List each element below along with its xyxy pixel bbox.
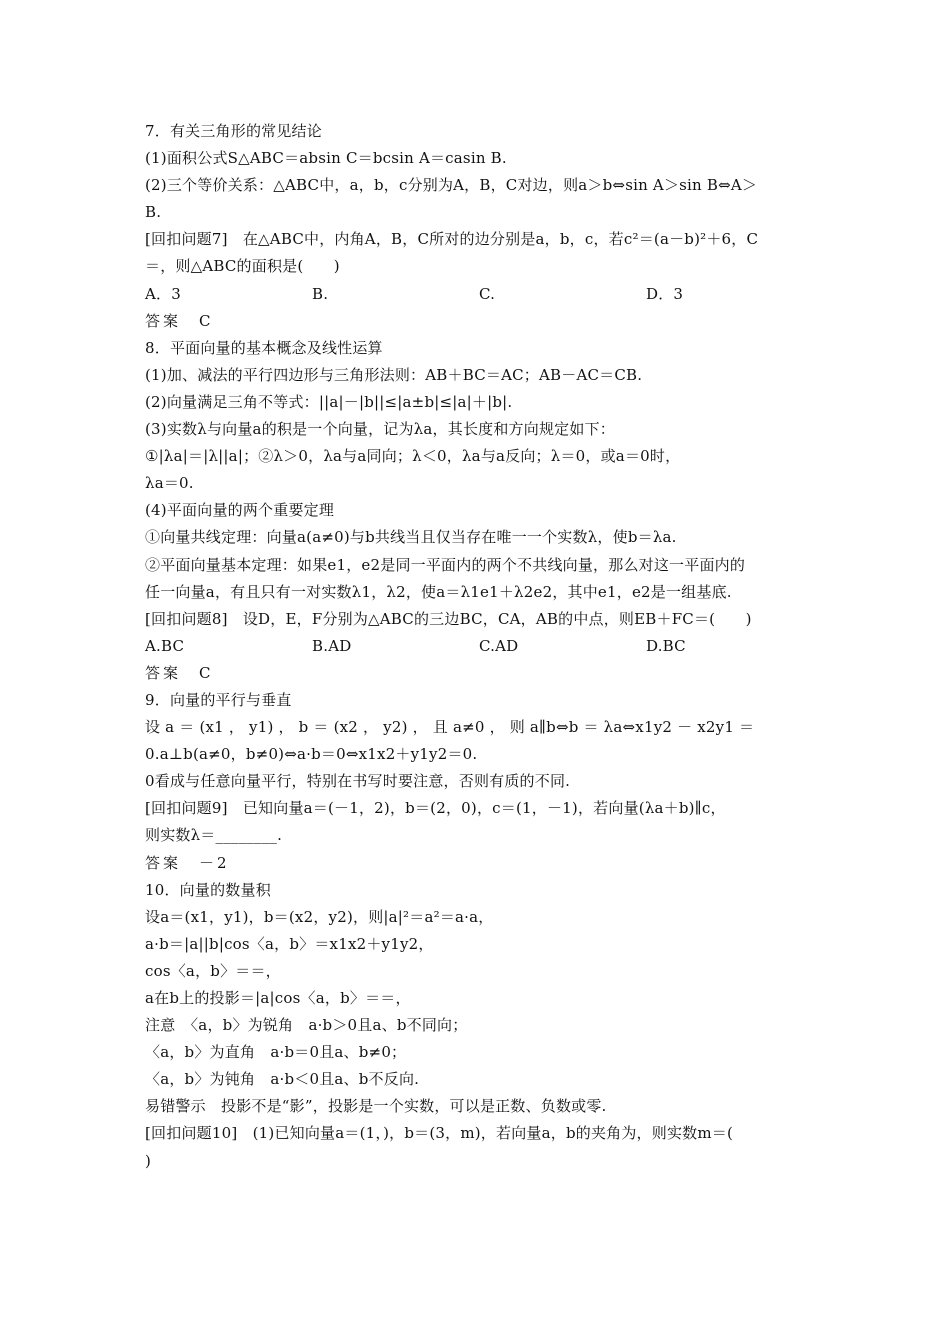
option-d: D．3	[646, 284, 684, 303]
section-heading: 7．有关三角形的常见结论	[145, 122, 322, 140]
text-line: (1)加、减法的平行四边形与三角形法则：AB＋BC＝AC；AB－AC＝CB.	[145, 365, 643, 384]
text-line: a·b＝|a||b|cos〈a，b〉＝x1x2＋y1y2，	[145, 934, 434, 953]
problem-line: [回扣问题8] 设D，E，F分别为△ABC的三边BC，CA，AB的中点，则EB＋FC＝( )	[145, 609, 752, 628]
option-c: C.	[479, 284, 496, 303]
section-heading: 10．向量的数量积	[145, 880, 271, 899]
text-line: (3)实数λ与向量a的积是一个向量，记为λa，其长度和方向规定如下：	[145, 420, 615, 439]
text-line: 0.a⊥b(a≠0，b≠0)⇔a·b＝0⇔x1x2＋y1y2＝0.	[145, 745, 478, 764]
text-line: 〈a，b〉为钝角 a·b＜0且a、b不反向.	[145, 1070, 420, 1089]
option-b: B.	[312, 284, 329, 303]
option-b: B.AD	[312, 636, 352, 655]
problem-line: )	[145, 1151, 152, 1170]
text-line: cos〈a，b〉＝＝，	[145, 961, 281, 980]
text-line: 设a＝(x1，y1)，b＝(x2，y2)，则|a|²＝a²＝a·a，	[145, 907, 494, 926]
text-line: B.	[145, 203, 162, 222]
answer-options	[145, 633, 813, 660]
text-line: 设 a ＝ (x1 ， y1) ， b ＝ (x2 ， y2) ， 且 a≠0 ， 则 a∥b⇔b ＝ λa⇔x1y2 － x2y1 ＝	[145, 718, 755, 737]
text-line: λa＝0.	[145, 474, 194, 493]
text-line: (2)向量满足三角不等式：||a|－|b||≤|a±b|≤|a|＋|b|.	[145, 392, 513, 411]
text-line: 注意 〈a，b〉为锐角 a·b＞0且a、b不同向；	[145, 1016, 468, 1035]
problem-line: [回扣问题7] 在△ABC中，内角A，B，C所对的边分别是a，b，c，若c²＝(a－b)²＋6，C	[145, 230, 759, 249]
answer-line: 答案 C	[145, 311, 214, 330]
problem-line: 则实数λ＝________.	[145, 826, 283, 845]
problem-line: [回扣问题9] 已知向量a＝(－1，2)，b＝(2，0)，c＝(1，－1)，若向量(λa＋b)∥c，	[145, 799, 726, 818]
text-line: ②平面向量基本定理：如果e1，e2是同一平面内的两个不共线向量，那么对这一平面内的	[145, 555, 746, 574]
text-line: a在b上的投影＝|a|cos〈a，b〉＝＝，	[145, 989, 411, 1007]
text-line: ①向量共线定理：向量a(a≠0)与b共线当且仅当存在唯一一个实数λ，使b＝λa.	[145, 528, 677, 547]
section-heading: 8．平面向量的基本概念及线性运算	[145, 338, 383, 357]
text-line: 0看成与任意向量平行，特别在书写时要注意，否则有质的不同.	[145, 772, 571, 791]
option-a: A.BC	[145, 636, 185, 655]
option-d: D.BC	[646, 636, 686, 655]
problem-line: ＝，则△ABC的面积是( )	[145, 257, 340, 276]
answer-line: 答案 C	[145, 663, 214, 682]
text-line: 〈a，b〉为直角 a·b＝0且a、b≠0；	[145, 1043, 407, 1062]
text-line: ①|λa|＝|λ||a|；②λ＞0，λa与a同向；λ＜0，λa与a反向；λ＝0，或a＝0时，	[145, 447, 681, 466]
text-line: 任一向量a，有且只有一对实数λ1，λ2，使a＝λ1e1＋λ2e2，其中e1，e2是一组基底.	[145, 582, 732, 601]
option-c: C.AD	[479, 636, 519, 655]
problem-line: [回扣问题10] (1)已知向量a＝(1，)，b＝(3，m)，若向量a，b的夹角为，则实数m＝(	[145, 1124, 734, 1143]
section-heading: 9．向量的平行与垂直	[145, 690, 292, 709]
option-a: A．3	[145, 284, 181, 303]
text-line: (2)三个等价关系：△ABC中，a，b，c分别为A，B，C对边，则a＞b⇔sin A＞sin B⇔A＞	[145, 176, 758, 195]
document-page	[145, 118, 813, 1175]
text-line: 易错警示 投影不是“影”，投影是一个实数，可以是正数、负数或零.	[145, 1097, 607, 1116]
text-line: (4)平面向量的两个重要定理	[145, 501, 335, 520]
answer-options	[145, 281, 813, 308]
text-line: (1)面积公式S△ABC＝absin C＝bcsin A＝casin B.	[145, 149, 507, 168]
answer-line: 答案 －2	[145, 853, 230, 872]
